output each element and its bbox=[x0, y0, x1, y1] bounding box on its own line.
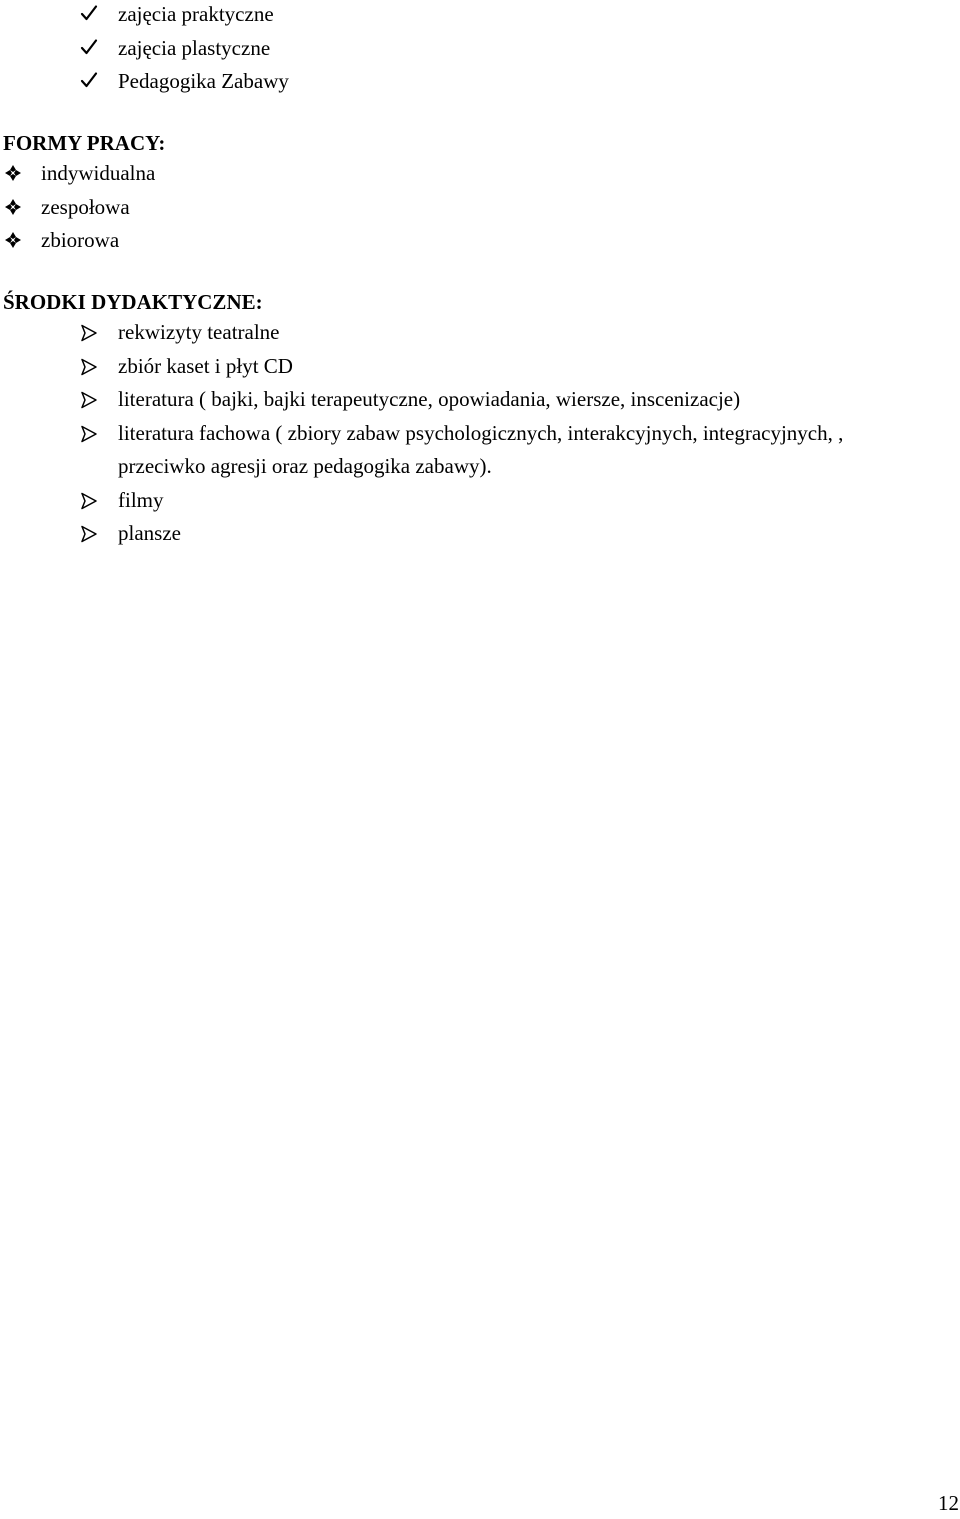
list-item bbox=[0, 484, 900, 518]
list-item-label: literatura ( bajki, bajki terapeutyczne, opowiadania, wiersze, inscenizacje) bbox=[118, 387, 741, 411]
list-item bbox=[0, 517, 900, 551]
arrowhead-bullet-icon bbox=[80, 324, 98, 342]
list-item-label: Pedagogika Zabawy bbox=[118, 69, 289, 93]
arrowhead-bullet-icon bbox=[80, 358, 98, 376]
list-item-label: literatura fachowa ( zbiory zabaw psychologicznych, interakcyjnych, integracyjnych, , przeciwko agresji oraz pedagogika zabawy). bbox=[118, 420, 844, 478]
list-item bbox=[0, 191, 155, 225]
list-item bbox=[0, 0, 289, 32]
list-item bbox=[0, 65, 289, 99]
list-item bbox=[0, 350, 900, 384]
diamond-bullet-icon bbox=[4, 198, 22, 216]
arrowhead-bullet-icon bbox=[80, 525, 98, 543]
list-item-label: zbiorowa bbox=[41, 228, 120, 252]
list-item bbox=[0, 383, 900, 417]
checkmark-icon bbox=[80, 38, 98, 56]
diamond-bullet-icon bbox=[4, 231, 22, 249]
list-item bbox=[0, 224, 155, 258]
list-item bbox=[0, 316, 900, 350]
list-item-label: rekwizyty teatralne bbox=[118, 320, 280, 344]
work-forms-heading: FORMY PRACY: bbox=[3, 131, 166, 155]
work-forms-list bbox=[0, 157, 155, 258]
list-item bbox=[0, 417, 900, 484]
list-item-label: zajęcia praktyczne bbox=[118, 2, 274, 26]
teaching-aids-heading: ŚRODKI DYDAKTYCZNE: bbox=[3, 290, 263, 314]
list-item bbox=[0, 157, 155, 191]
list-item-label: plansze bbox=[118, 521, 181, 545]
arrowhead-bullet-icon bbox=[80, 425, 98, 443]
list-item-label: zespołowa bbox=[41, 194, 130, 219]
list-item-label: indywidualna bbox=[41, 161, 156, 185]
arrowhead-bullet-icon bbox=[80, 492, 98, 510]
diamond-bullet-icon bbox=[4, 164, 22, 182]
arrowhead-bullet-icon bbox=[80, 391, 98, 409]
teaching-aids-list bbox=[0, 316, 900, 551]
checkmark-icon bbox=[80, 4, 98, 22]
list-item-label: zbiór kaset i płyt CD bbox=[118, 353, 293, 378]
list-item-label: zajęcia plastyczne bbox=[118, 35, 271, 60]
page-number: 12 bbox=[938, 1491, 959, 1515]
checkmark-icon bbox=[80, 71, 98, 89]
list-item bbox=[0, 32, 289, 66]
teaching-methods-list bbox=[0, 0, 289, 99]
list-item-label: filmy bbox=[118, 487, 164, 512]
